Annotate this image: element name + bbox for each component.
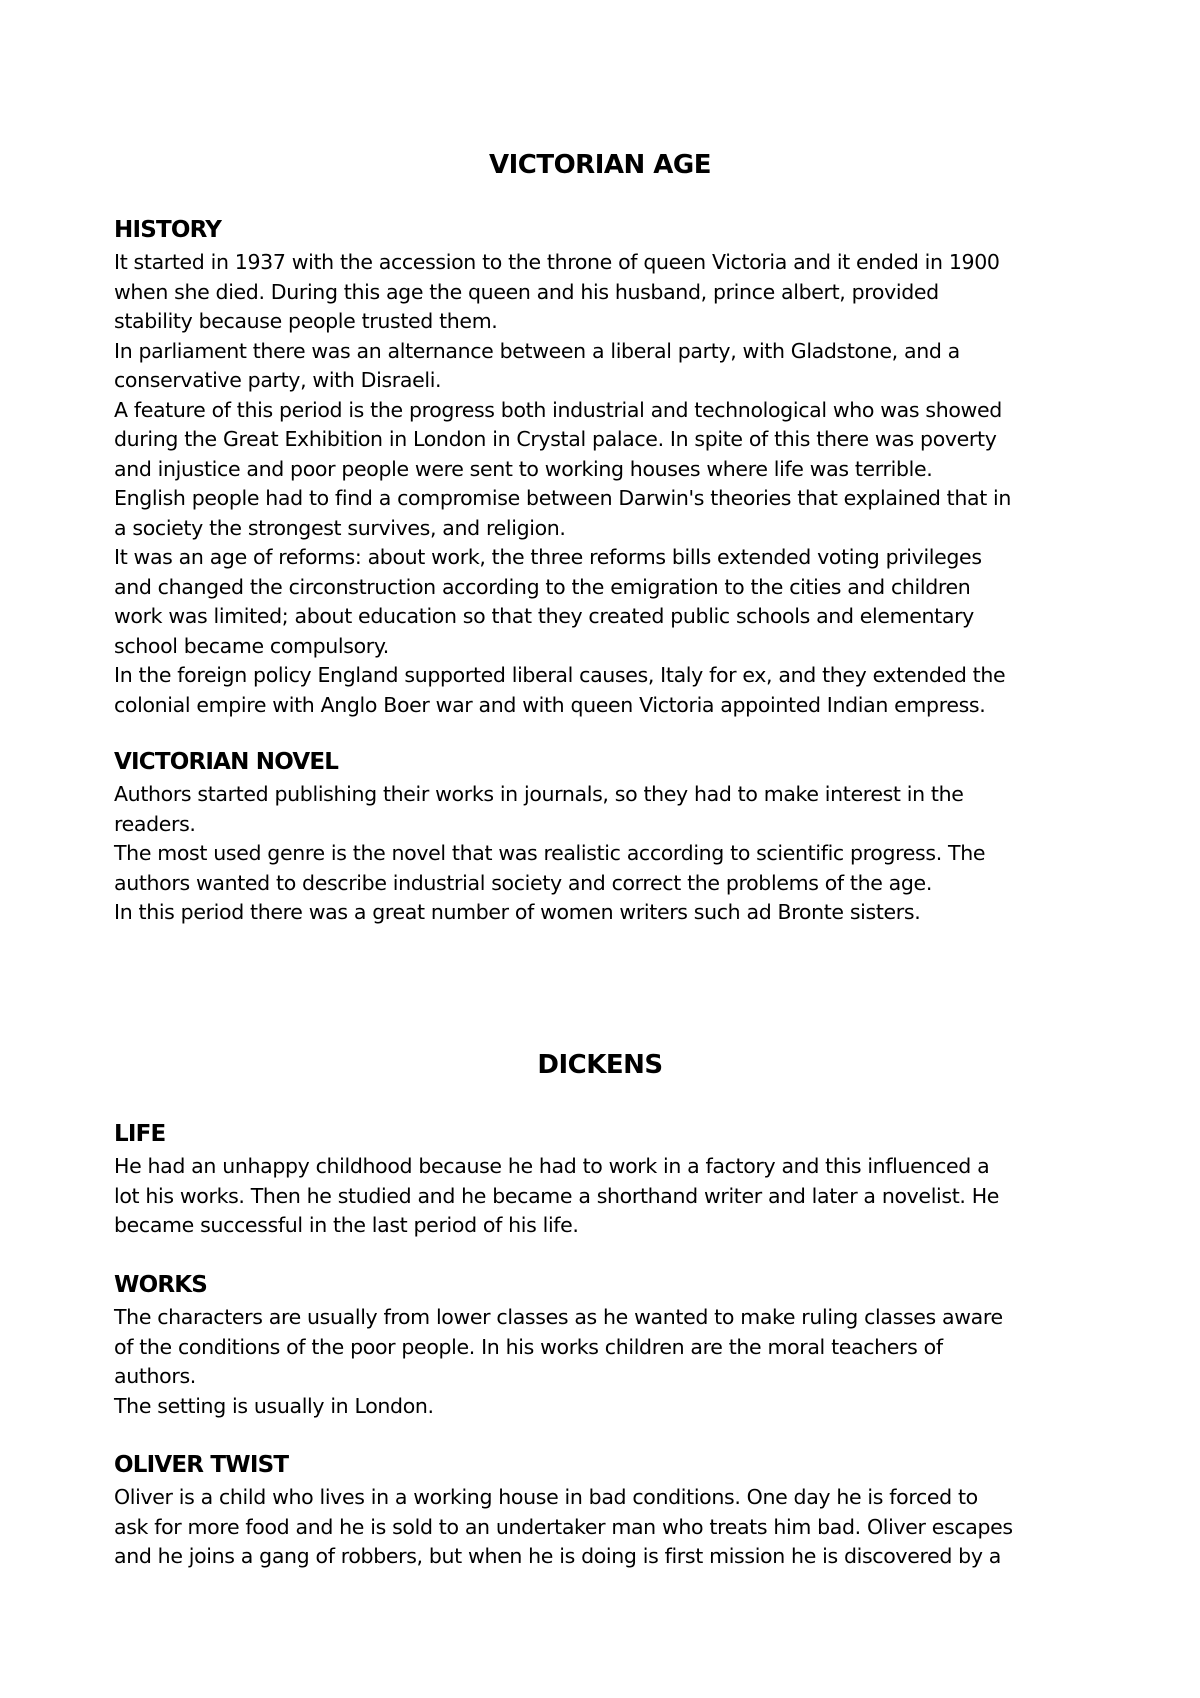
text-line: It started in 1937 with the accession to the throne of queen Victoria and it ended in 1900 [114,250,1000,274]
text-line: In this period there was a great number of women writers such ad Bronte sisters. [114,900,921,924]
section-heading-victorian-novel: VICTORIAN NOVEL [114,749,339,775]
text-line: Oliver is a child who lives in a working house in bad conditions. One day he is forced to [114,1485,978,1509]
text-line: Authors started publishing their works in journals, so they had to make interest in the [114,782,964,806]
text-line: became successful in the last period of his life. [114,1213,579,1237]
section-body-history [114,248,1114,720]
text-line: authors. [114,1364,196,1388]
section-works [114,1271,1114,1421]
text-line: In the foreign policy England supported liberal causes, Italy for ex, and they extended the [114,663,1006,687]
section-oliver-twist [114,1451,1114,1572]
text-line: The most used genre is the novel that was realistic according to scientific progress. The [114,841,986,865]
section-heading-history: HISTORY [114,217,222,243]
text-line: of the conditions of the poor people. In his works children are the moral teachers of [114,1334,943,1359]
text-line: readers. [114,811,196,836]
text-line: work was limited; about education so that they created public schools and elementary [114,604,974,628]
document-title-victorian-age: VICTORIAN AGE [488,150,712,180]
section-body-victorian-novel [114,780,1114,928]
text-line: when she died. During this age the queen and his husband, prince albert, provided [114,279,939,304]
section-victorian-novel [114,748,1114,928]
text-line: during the Great Exhibition in London in Crystal palace. In spite of this there was poverty [114,427,997,451]
text-line: The setting is usually in London. [114,1393,434,1418]
document-title-dickens: DICKENS [537,1050,663,1080]
text-line: In parliament there was an alternance between a liberal party, with Gladstone, and a [114,338,960,363]
text-line: English people had to find a compromise between Darwin's theories that explained that in [114,486,1012,510]
text-line: ask for more food and he is sold to an undertaker man who treats him bad. Oliver escapes [114,1514,1013,1539]
text-line: school became compulsory. [114,633,389,658]
text-line: The characters are usually from lower classes as he wanted to make ruling classes aware [114,1305,1003,1329]
text-line: and changed the circonstruction according to the emigration to the cities and children [114,574,971,599]
text-line: It was an age of reforms: about work, the three reforms bills extended voting privileges [114,545,982,569]
section-heading-oliver-twist: OLIVER TWIST [114,1452,289,1478]
text-line: and injustice and poor people were sent to working houses where life was terrible. [114,456,933,481]
text-line: stability because people trusted them. [114,309,498,333]
text-line: authors wanted to describe industrial society and correct the problems of the age. [114,870,932,895]
section-life [114,1120,1114,1241]
text-line: colonial empire with Anglo Boer war and with queen Victoria appointed Indian empress. [114,692,986,717]
section-body-oliver-twist [114,1483,1114,1572]
text-line: He had an unhappy childhood because he had to work in a factory and this influenced a [114,1154,990,1178]
text-line: a society the strongest survives, and religion. [114,515,566,540]
text-line: lot his works. Then he studied and he became a shorthand writer and later a novelist. He [114,1183,1000,1208]
section-heading-life: LIFE [114,1121,166,1147]
section-body-works [114,1303,1114,1421]
section-heading-works: WORKS [114,1272,208,1298]
section-body-life [114,1152,1114,1241]
section-history [114,216,1114,720]
text-line: and he joins a gang of robbers, but when he is doing is first mission he is discovered by a [114,1544,1001,1568]
text-line: A feature of this period is the progress both industrial and technological who was showed [114,397,1002,422]
text-line: conservative party, with Disraeli. [114,368,442,392]
